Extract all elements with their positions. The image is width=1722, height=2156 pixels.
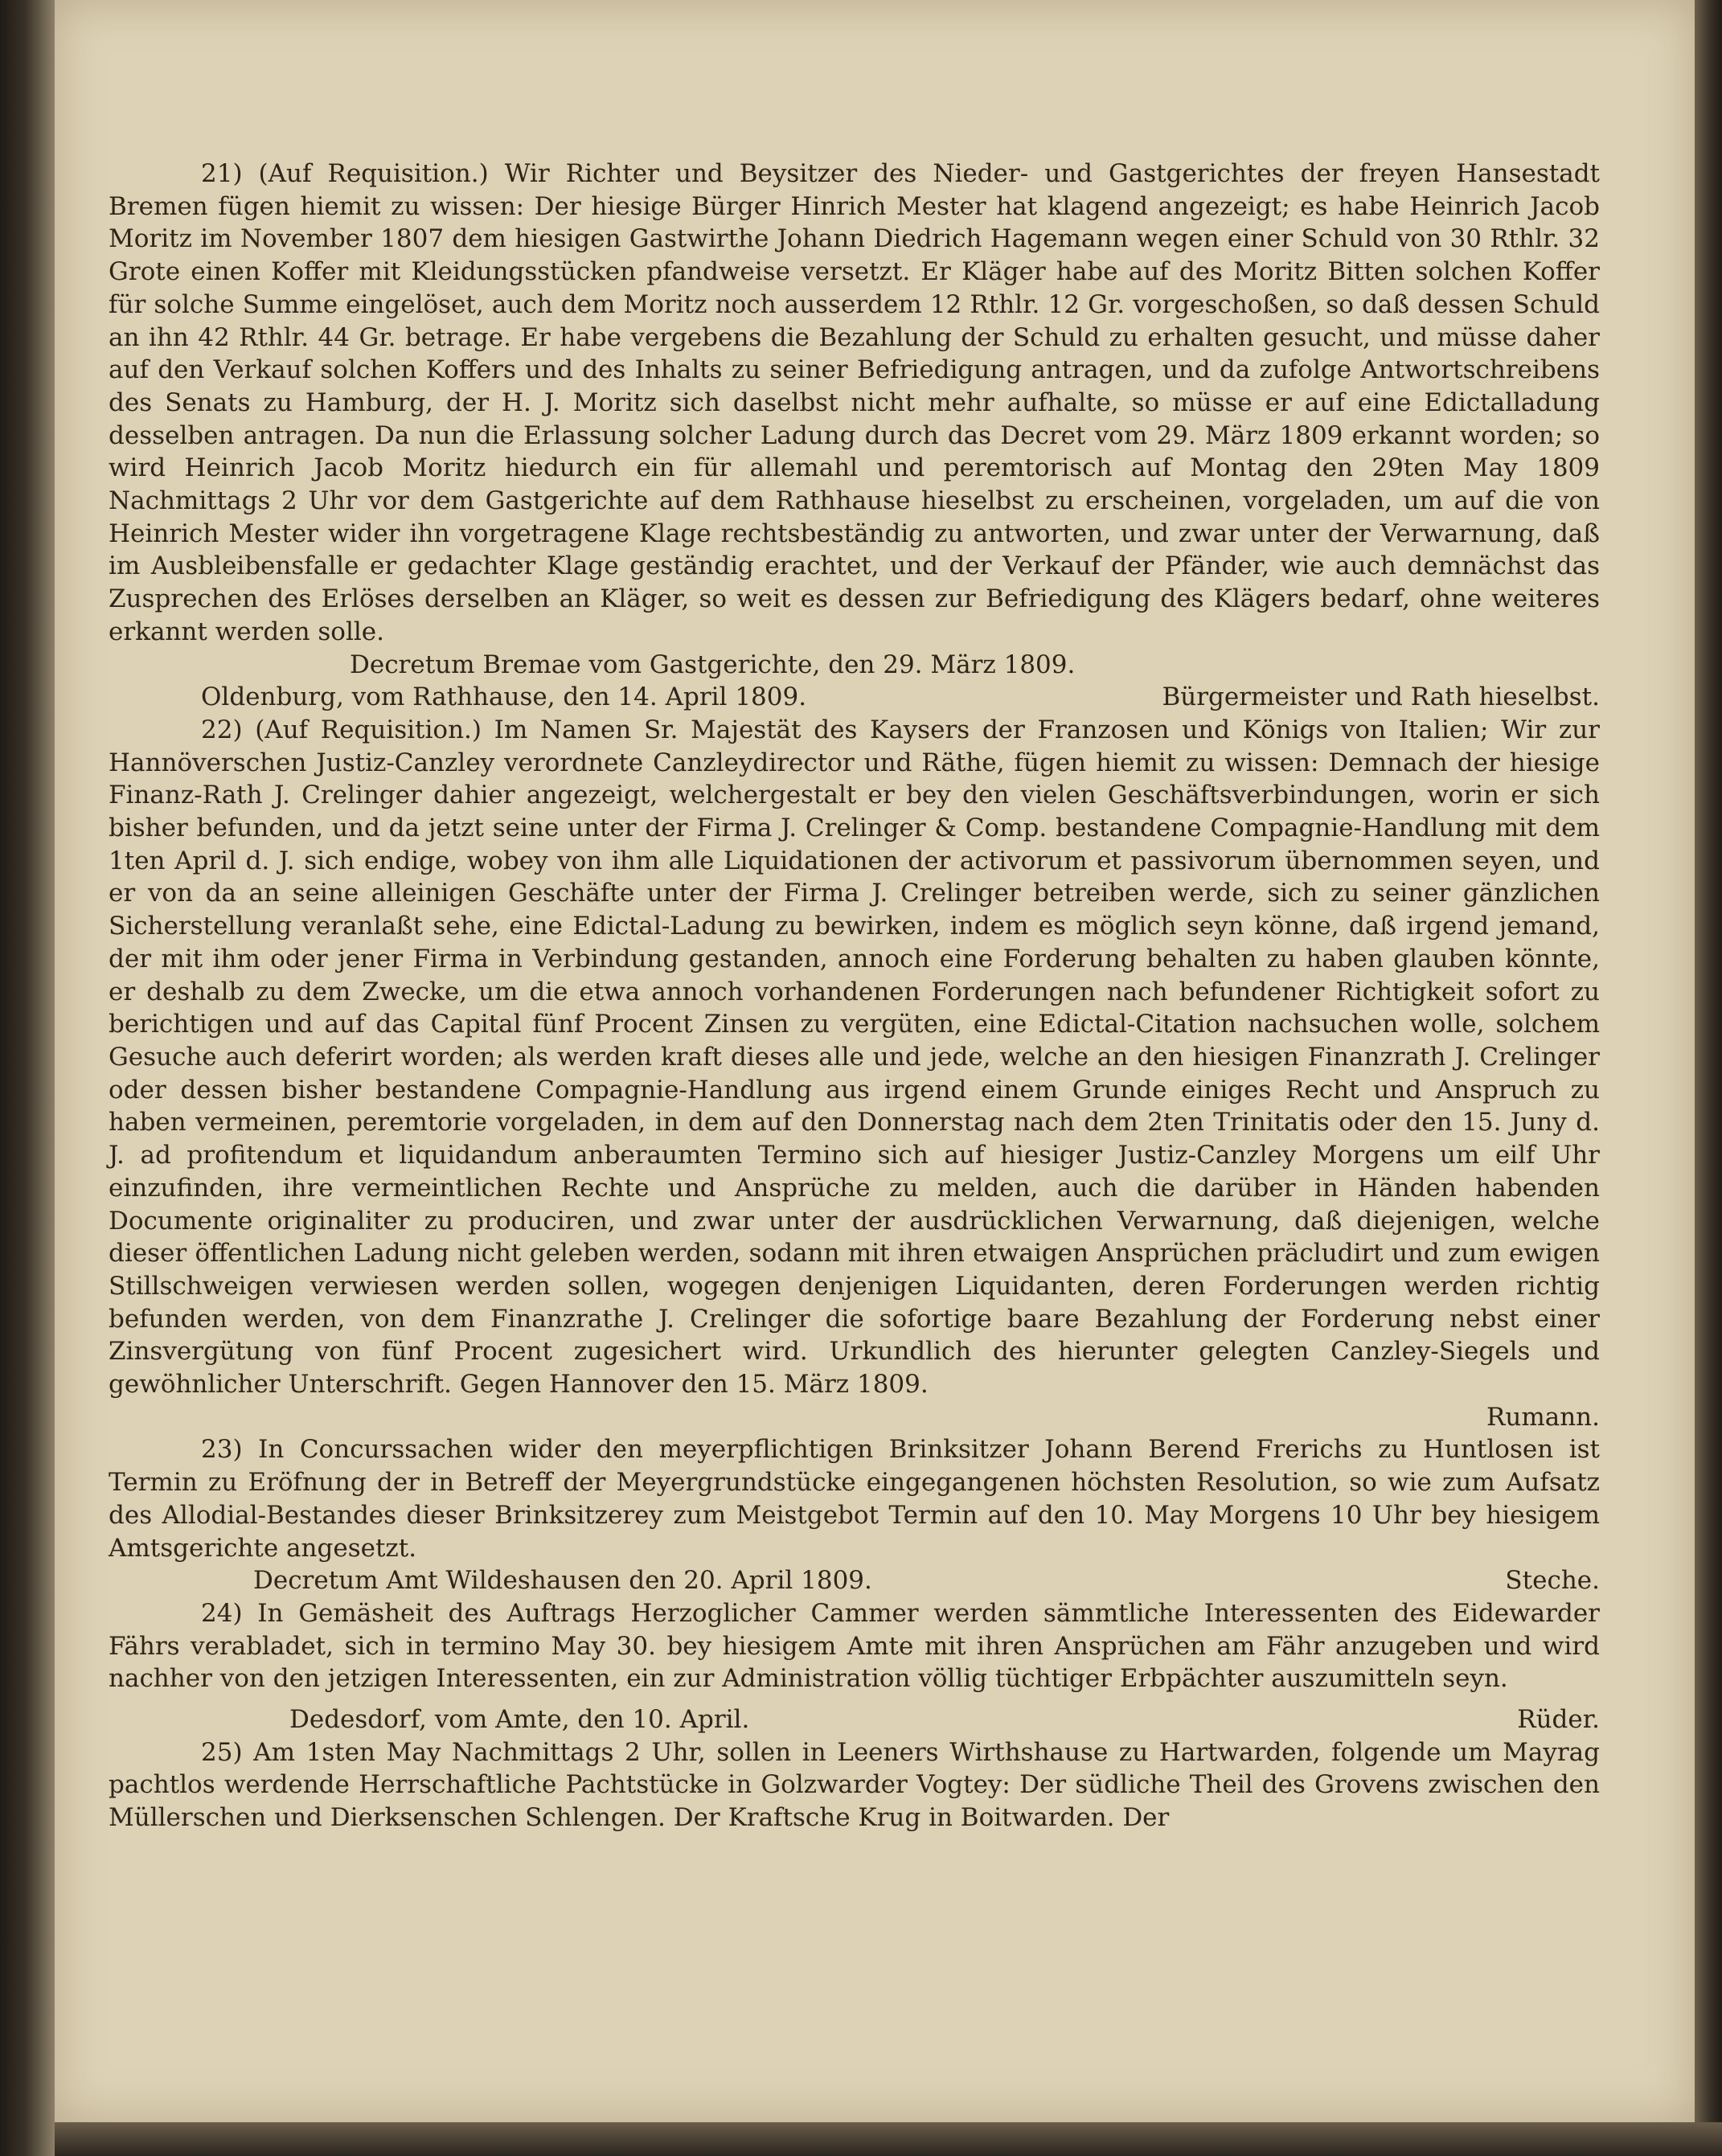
decretum-bremae-line: Decretum Bremae vom Gastgerichte, den 29. März 1809. (350, 650, 1076, 679)
dedesdorf-place-date: Dedesdorf, vom Amte, den 10. April. (289, 1705, 750, 1735)
wildeshausen-place-date: Decretum Amt Wildeshausen den 20. April 1809. (253, 1566, 872, 1596)
notice-25: 25) Am 1sten May Nachmittags 2 Uhr, sollen in Leeners Wirthshause zu Hartwarden, folgende um Mayrag pachtlos werdende Herrschaftliche Pachtstücke in Golzwarder Vogtey: Der südliche Theil des Grovens zwischen den Müllerschen und Dierksenschen Schlengen. Der Kraftsche Krug in Boitwarden. Der (109, 1737, 1600, 1833)
oldenburg-place-date: Oldenburg, vom Rathhause, den 14. April 1809. (201, 682, 807, 712)
notice-23: 23) In Concurssachen wider den meyerpflichtigen Brinksitzer Johann Berend Frerichs zu Huntlosen ist Termin zu Eröfnung der in Betreff der Meyergrundstücke eingegangenen höchsten Resolution, so wie zum Aufsatz des Allodial-Bestandes dieser Brinksitzerey zum Meistgebot Termin auf den 10. May Morgens 10 Uhr bey hiesigem Amtsgerichte angesetzt. (109, 1435, 1600, 1563)
text-block (109, 158, 1600, 1834)
notice-24: 24) In Gemäsheit des Auftrags Herzoglicher Cammer werden sämmtliche Interessenten des Eidewarder Fährs verabladet, sich in termino May 30. bey hiesigem Amte mit ihren Ansprüchen am Fähr anzugeben und wird nachher von den jetzigen Interessenten, ein zur Administration völlig tüchtiger Erbpächter auszumitteln seyn. (109, 1598, 1600, 1694)
dedesdorf-signature-line (109, 1703, 1600, 1736)
page-bottom-edge (55, 2122, 1722, 2156)
notice-22: 22) (Auf Requisition.) Im Namen Sr. Majestät des Kaysers der Franzosen und Königs von Italien; Wir zur Hannöverschen Justiz-Canzley verordnete Canzleydirector und Räthe, fügen hiemit zu wissen: Demnach der hiesige Finanz-Rath J. Crelinger dahier angezeigt, welchergestalt er bey den vielen Geschäftsverbindungen, worin er sich bisher befunden, und da jetzt seine unter der Firma J. Crelinger & Comp. bestandene Compagnie-Handlung mit dem 1ten April d. J. sich endige, wobey von ihm alle Liquidationen der activorum et passivorum übernommen seyen, und er von da an seine alleinigen Geschäfte unter der Firma J. Crelinger betreiben werde, sich zu seiner gänzlichen Sicherstellung veranlaßt sehe, eine Edictal-Ladung zu bewirken, indem es möglich seyn könne, daß irgend jemand, der mit ihm oder jener Firma in Verbindung gestanden, annoch eine Forderung behalten zu haben glauben könnte, er deshalb zu dem Zwecke, um die etwa annoch vorhandenen Forderungen nach befundener Richtigkeit sofort zu berichtigen und auf das Capital fünf Procent Zinsen zu vergüten, eine Edictal-Citation nachsuchen wolle, solchem Gesuche auch deferirt worden; als werden kraft dieses alle und jede, welche an den hiesigen Finanzrath J. Crelinger oder dessen bisher bestandene Compagnie-Handlung aus irgend einem Grunde einiges Recht und Anspruch zu haben vermeinen, peremtorie vorgeladen, in dem auf den Donnerstag nach dem 2ten Trinitatis oder den 15. Juny d. J. ad profitendum et liquidandum anberaumten Termino sich auf hiesiger Justiz-Canzley Morgens um eilf Uhr einzufinden, ihre vermeintlichen Rechte und Ansprüche zu melden, auch die darüber in Händen habenden Documente originaliter zu produciren, und zwar unter der ausdrücklichen Verwarnung, daß diejenigen, welche dieser öffentlichen Ladung nicht geleben werden, sodann mit ihren etwaigen Ansprüchen präcludirt und zum ewigen Stillschweigen verwiesen werden sollen, wogegen denjenigen Liquidanten, deren Forderungen werden richtig befunden werden, von dem Finanzrathe J. Crelinger die sofortige baare Bezahlung der Forderung nebst einer Zinsvergütung von fünf Procent zugesichert wird. Urkundlich des hierunter gelegten Canzley-Siegels und gewöhnlicher Unterschrift. Gegen Hannover den 15. März 1809. (109, 715, 1600, 1400)
wildeshausen-signatory: Steche. (1505, 1566, 1600, 1596)
rumann-signatory: Rumann. (1486, 1402, 1600, 1432)
dedesdorf-signatory: Rüder. (1517, 1705, 1600, 1735)
notice-21: 21) (Auf Requisition.) Wir Richter und Beysitzer des Nieder- und Gastgerichtes der freyen Hansestadt Bremen fügen hiemit zu wissen: Der hiesige Bürger Hinrich Mester hat klagend angezeigt; es habe Heinrich Jacob Moritz im November 1807 dem hiesigen Gastwirthe Johann Diedrich Hagemann wegen einer Schuld von 30 Rthlr. 32 Grote einen Koffer mit Kleidungsstücken pfandweise versetzt. Er Kläger habe auf des Moritz Bitten solchen Koffer für solche Summe eingelöset, auch dem Moritz noch ausserdem 12 Rthlr. 12 Gr. vorgeschoßen, so daß dessen Schuld an ihn 42 Rthlr. 44 Gr. betrage. Er habe vergebens die Bezahlung der Schuld zu erhalten gesucht, und müsse daher auf den Verkauf solchen Koffers und des Inhalts zu seiner Befriedigung antragen, und da zufolge Antwortschreibens des Senats zu Hamburg, der H. J. Moritz sich daselbst nicht mehr aufhalte, so müsse er auf eine Edictalladung desselben antragen. Da nun die Erlassung solcher Ladung durch das Decret vom 29. März 1809 erkannt worden; so wird Heinrich Jacob Moritz hiedurch ein für allemahl und peremtorisch auf Montag den 29ten May 1809 Nachmittags 2 Uhr vor dem Gastgerichte auf dem Rathhause hieselbst zu erscheinen, vorgeladen, um auf die von Heinrich Mester wider ihn vorgetragene Klage rechtsbeständig zu antworten, und zwar unter der Verwarnung, daß im Ausbleibensfalle er gedachter Klage geständig erachtet, und der Verkauf der Pfänder, wie auch demnächst das Zusprechen des Erlöses derselben an Kläger, so weit es dessen zur Befriedigung des Klägers bedarf, ohne weiteres erkannt werden solle. (109, 159, 1600, 646)
oldenburg-signature-line (109, 681, 1600, 714)
rumann-signature-line (109, 1401, 1600, 1434)
oldenburg-signatory: Bürgermeister und Rath hieselbst. (1162, 682, 1600, 712)
wildeshausen-signature-line (109, 1564, 1600, 1597)
